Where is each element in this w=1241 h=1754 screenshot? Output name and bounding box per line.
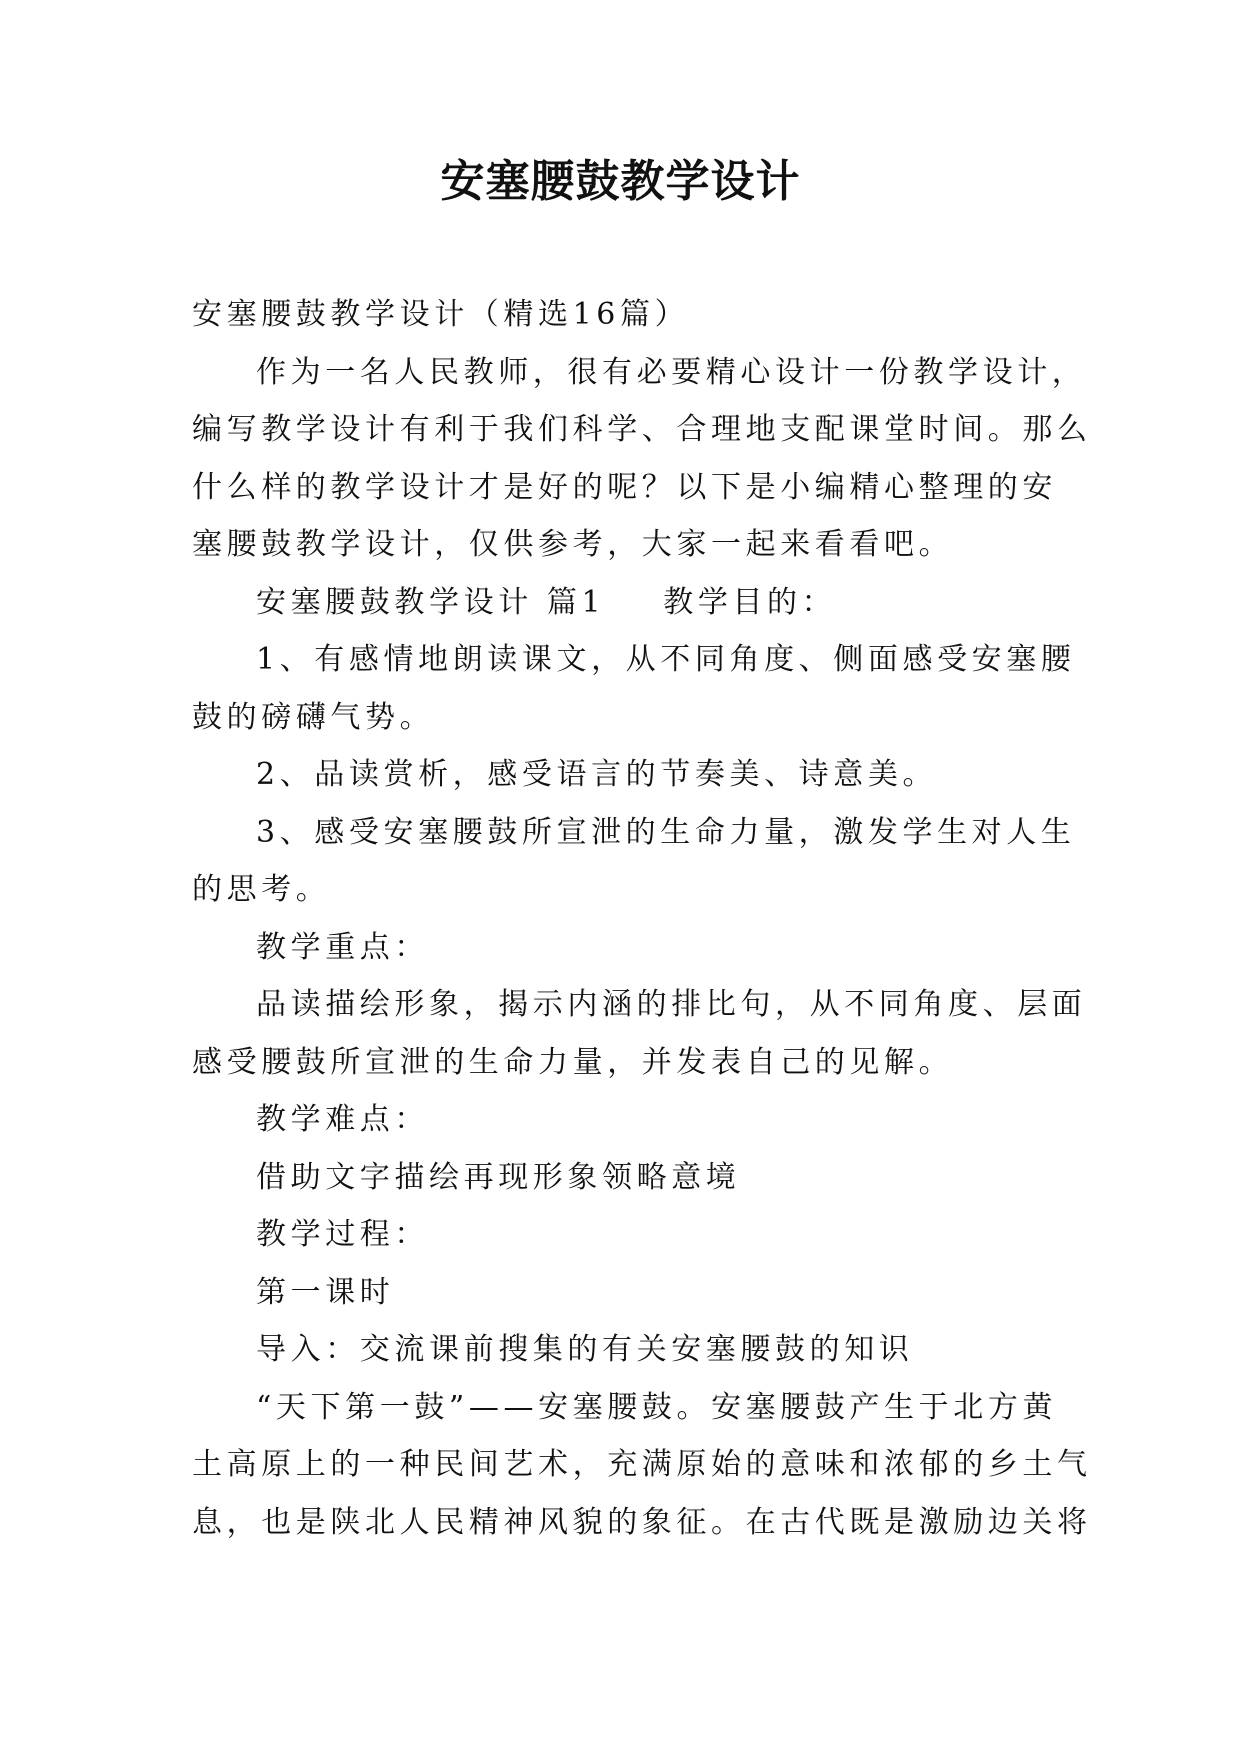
section-heading: 安塞腰鼓教学设计 篇1	[256, 584, 606, 620]
background-line-3: 息，也是陕北人民精神风貌的象征。在古代既是激励边关将	[192, 1504, 1092, 1540]
difficulty-line: 借助文字描绘再现形象领略意境	[256, 1159, 741, 1195]
first-lesson-heading: 第一课时	[256, 1274, 395, 1310]
background-line-2: 土高原上的一种民间艺术，充满原始的意味和浓郁的乡土气	[192, 1447, 1092, 1482]
objective-1-line-2: 鼓的磅礴气势。	[192, 699, 435, 735]
objective-3-line-1: 3、感受安塞腰鼓所宣泄的生命力量，激发学生对人生	[256, 814, 1076, 850]
section-heading-line	[192, 574, 1060, 632]
subtitle-line: 安塞腰鼓教学设计（精选16篇）	[192, 297, 690, 332]
key-points-line-2: 感受腰鼓所宣泄的生命力量，并发表自己的见解。	[192, 1044, 954, 1080]
objective-3-line-2: 的思考。	[192, 872, 331, 907]
intro-line-4: 塞腰鼓教学设计，仅供参考，大家一起来看看吧。	[192, 527, 954, 562]
objective-1-line-1: 1、有感情地朗读课文，从不同角度、侧面感受安塞腰	[256, 642, 1076, 677]
intro-line-1: 作为一名人民教师，很有必要精心设计一份教学设计，	[256, 354, 1087, 390]
objective-2-line: 2、品读赏析，感受语言的节奏美、诗意美。	[256, 757, 938, 792]
lead-in-line: 导入：交流课前搜集的有关安塞腰鼓的知识	[256, 1332, 914, 1367]
key-points-line-1: 品读描绘形象，揭示内涵的排比句，从不同角度、层面	[256, 987, 1087, 1022]
key-points-heading: 教学重点：	[256, 929, 429, 965]
document-title: 安塞腰鼓教学设计	[440, 156, 801, 207]
intro-line-2: 编写教学设计有利于我们科学、合理地支配课堂时间。那么	[192, 412, 1092, 447]
objectives-heading: 教学目的：	[663, 584, 837, 620]
background-line-1: “天下第一鼓”——安塞腰鼓。安塞腰鼓产生于北方黄	[256, 1389, 1058, 1425]
intro-line-3: 什么样的教学设计才是好的呢？以下是小编精心整理的安	[192, 469, 1057, 505]
difficulty-heading: 教学难点：	[256, 1102, 429, 1137]
process-heading: 教学过程：	[256, 1217, 429, 1252]
document-body	[192, 286, 1092, 1551]
